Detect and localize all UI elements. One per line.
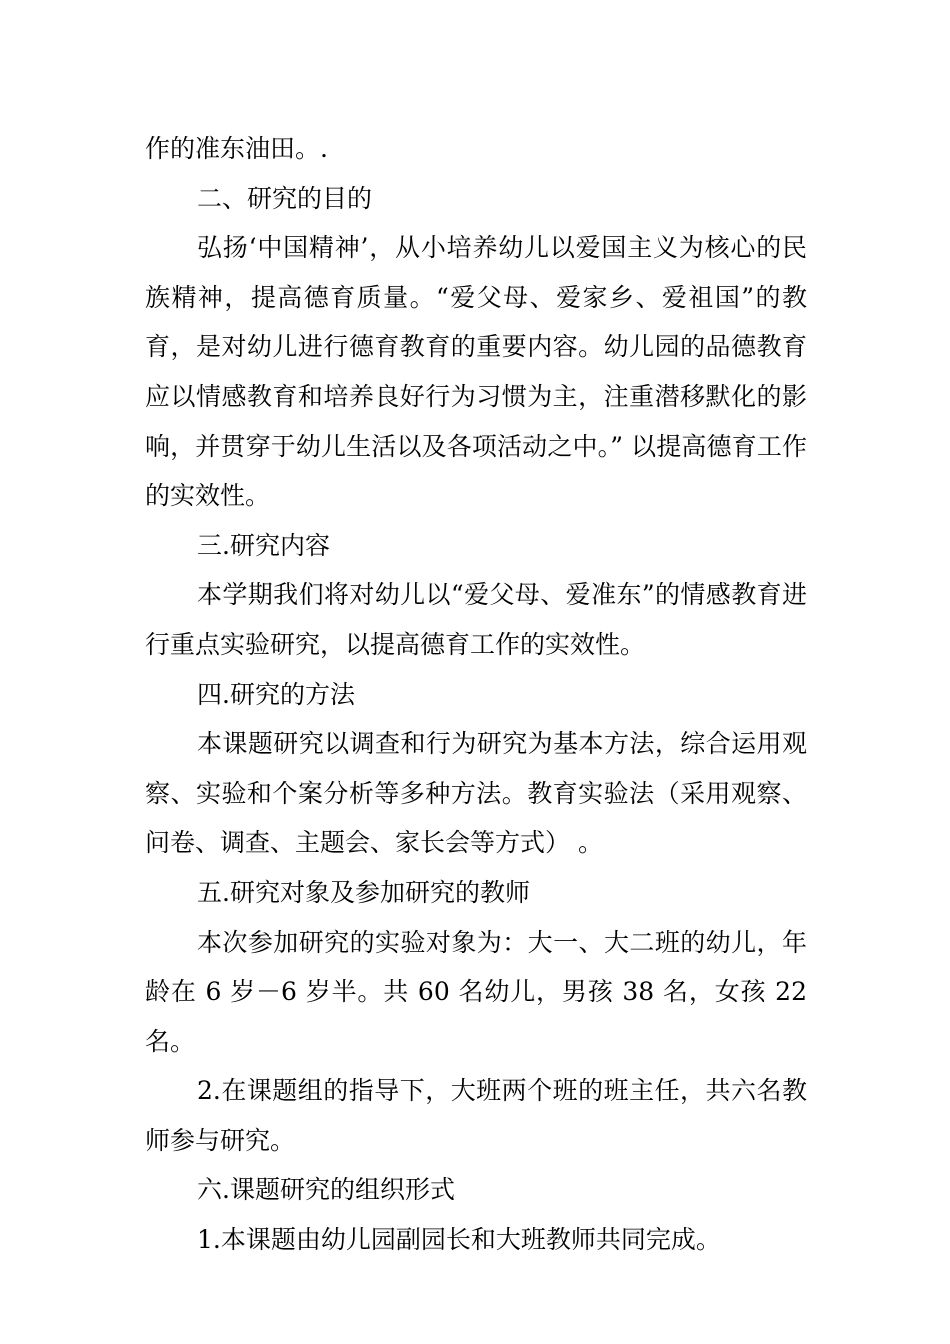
paragraph-organization: 1.本课题由幼儿园副园长和大班教师共同完成。 [197, 1225, 721, 1255]
paragraph-method: 本课题研究以调查和行为研究为基本方法，综合运用观察、实验和个案分析等多种方法。教育实验法（采用观察、问卷、调查、主题会、家长会等方式） 。 [145, 729, 807, 858]
section-heading-subjects: 五.研究对象及参加研究的教师 [197, 877, 530, 907]
section-heading-organization: 六.课题研究的组织形式 [197, 1175, 455, 1205]
paragraph-content: 本学期我们将对幼儿以“爱父母、爱准东”的情感教育进行重点实验研究，以提高德育工作的实效性。 [145, 580, 807, 659]
section-heading-method: 四.研究的方法 [197, 679, 355, 709]
section-heading-purpose: 二、研究的目的 [197, 183, 373, 213]
document-body [145, 124, 807, 1265]
paragraph-purpose: 弘扬‘中国精神’，从小培养幼儿以爱国主义为核心的民族精神，提高德育质量。“爱父母、爱家乡、爱祖国”的教育，是对幼儿进行德育教育的重要内容。幼儿园的品德教育应以情感教育和培养良好行为习惯为主，注重潜移默化的影响，并贯穿于幼儿生活以及各项活动之中。” 以提高德育工作的实效性。 [145, 233, 807, 511]
section-heading-content: 三.研究内容 [197, 530, 330, 560]
paragraph-continuation: 作的准东油田。. [145, 134, 328, 163]
paragraph-subjects: 本次参加研究的实验对象为：大一、大二班的幼儿，年龄在 6 岁－6 岁半。共 60 名幼儿，男孩 38 名，女孩 22 名。 [145, 927, 807, 1056]
paragraph-teachers: 2.在课题组的指导下，大班两个班的班主任，共六名教师参与研究。 [145, 1076, 807, 1155]
